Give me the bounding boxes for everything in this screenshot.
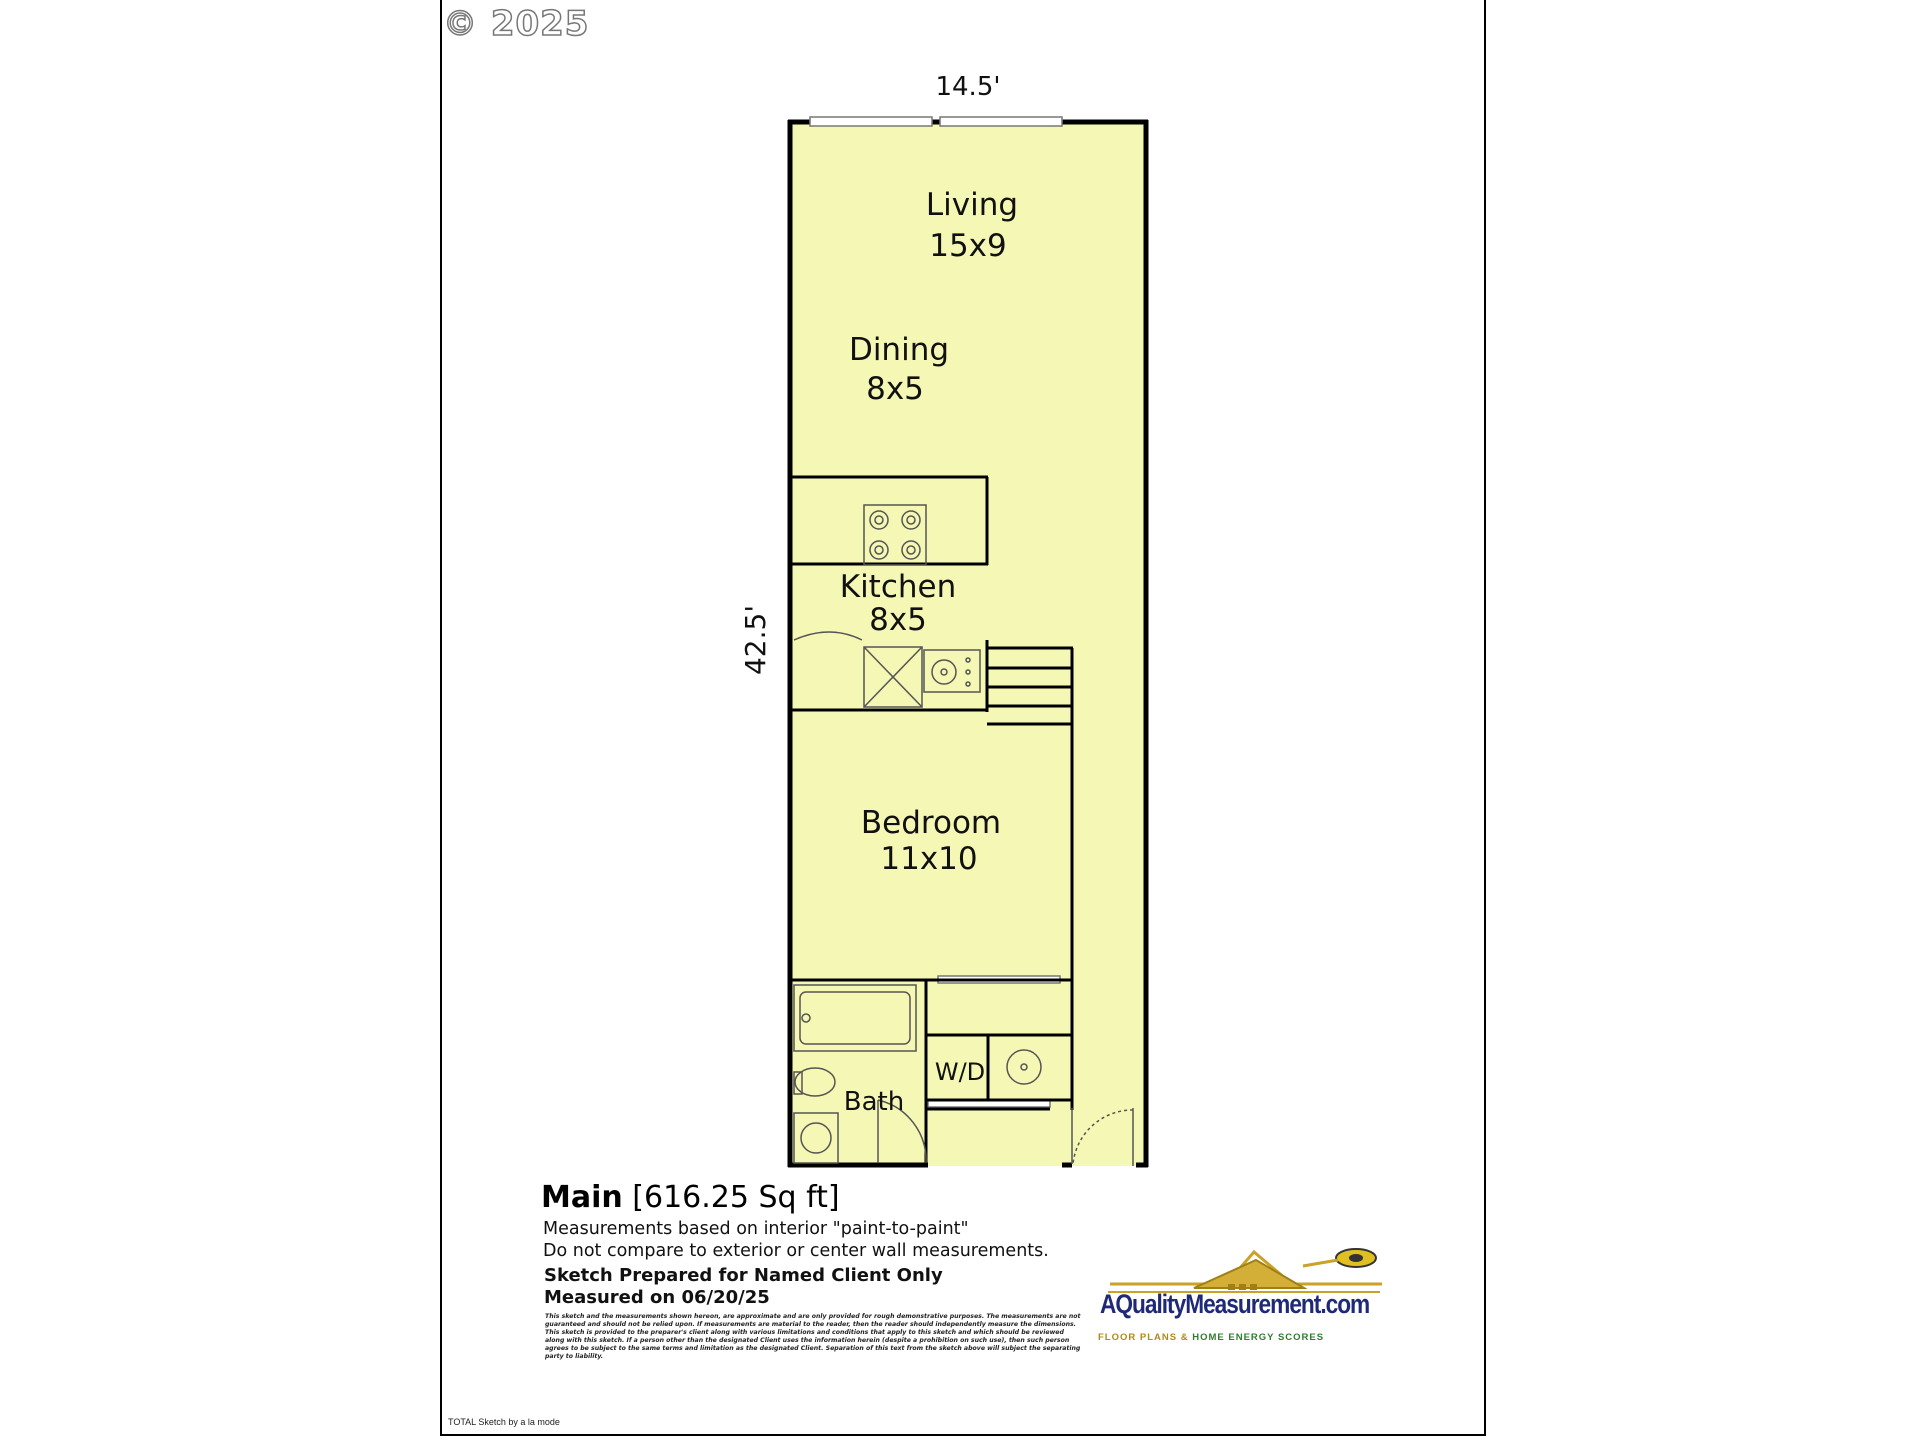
floor-area: [790, 122, 1146, 1166]
room-label-living: Living: [925, 187, 1019, 223]
comparison-note: Do not compare to exterior or center wall measurements.: [543, 1241, 1049, 1261]
disclaimer-text: This sketch and the measurements shown hereon, are approximate and are only provided for rough demonstrative purposes. The measurements are not guaranteed and should not be relied upon. If measurements are material to the reader, then the reader should independently measure the dimensions. This sketch is provided to the preparer's client along with various limitations and conditions that apply to this sketch and which should be reviewed along with this sketch. If a person other than the designated Client uses the information herein (despite a prohibition on such use), then such person agrees to be subject to the same terms and limitation as the designated Client. Separation of this text from the sketch above will subject the separating party to liability.: [545, 1313, 1081, 1360]
dimension-height: 42.5': [739, 604, 772, 676]
room-size-living: 15x9: [929, 228, 1007, 264]
room-label-bath: Bath: [843, 1087, 905, 1117]
room-size-bedroom: 11x10: [880, 841, 978, 877]
room-label-washer-dryer: W/D: [934, 1058, 986, 1086]
measurement-note: Measurements based on interior "paint-to-paint": [543, 1219, 969, 1239]
room-size-dining: 8x5: [866, 371, 924, 407]
room-label-kitchen: Kitchen: [839, 569, 957, 605]
dimension-width: 14.5': [935, 72, 1001, 102]
software-credit: TOTAL Sketch by a la mode: [448, 1417, 560, 1427]
tagline-energy-scores: HOME ENERGY SCORES: [1192, 1332, 1325, 1343]
company-tagline: [1098, 1332, 1324, 1343]
company-logo-text: AQualityMeasurement.com: [1100, 1289, 1370, 1319]
copyright-watermark: © 2025: [443, 4, 590, 44]
level-name: Main: [541, 1180, 623, 1215]
prepared-note: Sketch Prepared for Named Client Only: [544, 1265, 943, 1286]
area-summary: [541, 1180, 840, 1215]
room-label-bedroom: Bedroom: [860, 805, 1002, 841]
measured-date: Measured on 06/20/25: [544, 1287, 770, 1308]
tagline-floor-plans: FLOOR PLANS &: [1098, 1332, 1189, 1343]
room-size-kitchen: 8x5: [869, 602, 927, 638]
area-value: [616.25 Sq ft]: [632, 1180, 840, 1215]
room-label-dining: Dining: [848, 332, 950, 368]
